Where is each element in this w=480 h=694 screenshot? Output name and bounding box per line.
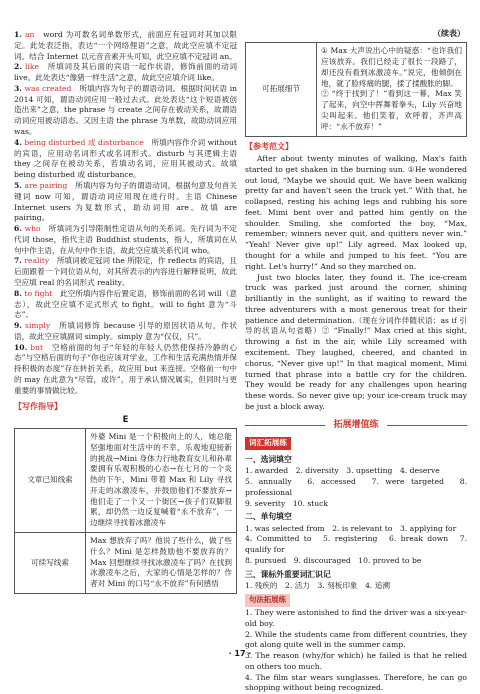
answer-line: 5. annually 6. accessed 7. were targeted 8. professional: [245, 477, 467, 497]
sample-paragraph: [245, 154, 467, 273]
explanation-paragraph: [14, 30, 237, 62]
row-value: ① Max 大声说出心中的疑惑：“也许我们应该放弃。我们已经走了很长一段路了，却还没有看到冰激凌车。”说完，他倾倒在地，就了脸疼痛的腿，揉了揉酸胀的脚。 ② “终于找到了！”看到这一幕，Max 笑了起来，向空中挥舞着拳头，Lily 兴奋地尖叫起来。他们笑着，欢呼着，齐声高呼：“永不放弃！”: [317, 43, 467, 136]
answer-line: 1. was selected from 2. is relevant to 3. applying for: [245, 523, 457, 533]
answer-key: was created: [24, 83, 72, 93]
answer-line: 4. The film star wears sunglasses. Therefore, he can go shopping without being recognized.: [245, 672, 467, 693]
writing-guide-table: [14, 428, 237, 594]
page-number: · 17 ·: [228, 649, 252, 658]
answer-key: simply: [25, 321, 51, 331]
explanation-text: 所填词修饰 because 引导的原因状语从句，作状语，故此空应填副词 simply。simply 意为“仅仅，只”。: [14, 321, 237, 341]
table-row: [15, 428, 237, 532]
answer-line: 1. 残疾的 2. 活力 3. 刻板印象 4. 追溯: [245, 580, 390, 590]
extension-band-title: 拓展增值练: [325, 420, 386, 430]
answer-line: 2. While the students came from different countries, they got along quite well in the summer camp.: [245, 629, 467, 650]
explanation-text: 所填词及其后面的宾语一起作状语，修饰前面的动词 live。此处表达“像猪一样生活”之意，故此空应填介词 like。: [14, 62, 238, 83]
answer-line: 4. Committed to 5. registering 6. break down 7. qualify for: [245, 534, 467, 555]
answer-key: like: [25, 62, 39, 72]
item-number: 6.: [14, 224, 22, 234]
explanation-text: 所填词被定冠词 the 所限定，作 reflects 的宾语，且后面跟着一个同位语从句，对其所表示的内容进行解释说明，故此空应填 real 的名词形式 reality。: [14, 256, 237, 287]
answer-key: who: [24, 224, 41, 234]
explanation-text: 此空所填内容作后置定语，修饰前面的名词 will（意志），故此空应填不定式形式 to fight。will to fight 意为“斗志”。: [14, 288, 238, 320]
item-number: 5.: [14, 180, 22, 190]
explanation-paragraph: [14, 343, 237, 397]
row-value: 外婆 Mini 是一个积极向上的人，她总能坚强地面对生活中的不幸，乐观地迎接新的挑战→Mini 身体力行地教育女儿和孙辈要拥有乐观积极的心态→在七月的一个炎热的下午，Mini 带着 Max 和 Lily 寻找开走的冰激凌车，并鼓励他们不要放弃→他们走了一个又一个街区→孩子们双脚很累，却仍然一边反复喊着“永不放弃”，一边继续寻找着冰激凌车: [86, 428, 237, 532]
answer-line: 9. severity 10. stuck: [245, 498, 329, 508]
item-number: 10.: [14, 342, 28, 352]
explanation-paragraph: [14, 289, 237, 321]
vocab-sub-title-1: 一、选词填空: [245, 455, 292, 465]
table-row: [15, 533, 237, 594]
row-key: 可拓展细节: [246, 43, 317, 136]
item-number: 4.: [14, 137, 22, 147]
extension-detail-table: [245, 42, 467, 136]
explanation-text: 所填内容为句子的谓语动词，根据句意及句首关键词 now 可知，谓语动词应用现在进行时。主语 Chinese Internet users 为复数形式，助动词用 are。故填 are pairing。: [14, 180, 238, 223]
item-number: 9.: [14, 321, 22, 331]
item-number: 1.: [14, 30, 22, 39]
table-row: [246, 43, 467, 136]
sample-essay-header: 【参考范文】: [245, 141, 293, 151]
section-letter: E: [122, 414, 129, 425]
vocab-sub-title-2: 二、单句填空: [245, 512, 292, 522]
answer-line: 3. The reason (why/for which) he failed is that he relied on others too much.: [245, 651, 467, 671]
extension-band: [245, 419, 467, 432]
explanation-text: 所填词为引导限制性定语从句的关系词。先行词为不定代词 those，指代主语 Buddhist students，指人，所填词在从句中作主语，在从句中作主语，故此空应填关系代词 who。: [14, 224, 238, 255]
explanation-text: word 为可数名词单数形式，前面应有冠词对其加以限定。此处表泛指，表达“一个网络俚语”之意，故此空应填不定冠词。结合 Internet 以元音音素开头可知，此空应填不定冠词 an。: [14, 30, 237, 61]
explanation-paragraph: [14, 181, 237, 224]
answer-line: 8. pursued 9. discouraged 10. proved to be: [245, 555, 422, 565]
explanation-paragraph: [14, 62, 237, 84]
row-value: Max 想放弃了吗？他说了些什么，做了些什么？Mini 是怎样鼓励他不要放弃的？Max 回想继续寻找冰激凌车了吗？在找到冰激凌车之后，大家的心情是怎样的？作者对 Mini 的口号“永不放弃”有何感悟: [86, 533, 237, 594]
left-column: [14, 30, 237, 594]
answer-key: are pairing: [24, 180, 68, 190]
item-number: 8.: [14, 288, 22, 298]
item-number: 2.: [14, 62, 22, 72]
vocab-sub-title-3: 三、课标外重要词汇识记: [245, 569, 331, 579]
sentence-practice-label: 句法拓展练: [245, 594, 290, 607]
explanation-text: 空格前面的句子“年轻的年轻人仍然使保持冷静的心态”与空格后面的句子“你也应该对学业，工作和生活充满热情并保持积极的态度”存在转折关系，故应用 but 来连接。空格前一句中的 may 在此意为“尽管，或许”，用于承认情况属实，但同时与更重要的事情做比较。: [14, 342, 237, 395]
explanation-paragraph: [14, 321, 237, 343]
row-key: 文章已知线索: [15, 428, 86, 532]
sample-paragraph-2: Just two blocks later, they found it. The ice-cream truck was parked just around the corner, shining brilliantly in the sunlight, as if waiting to reward the three adventurers with a most generous treat for their patience and determination.（现在分词作伴随状语；as if 引导的状语从句省略）② “Finally!” Max cried at this sight, throwing a fist in the air, while Lily screamed with excitement. They laughed, cheered, and chanted in chorus, “Never give up!” In that magical moment, Mimi turned that phrase into a battle cry for the children. They would be ready for any challenges upon hearing these words. So never give up; your ice-cream truck may be just a block away.: [245, 272, 467, 411]
sample-paragraph: [245, 273, 467, 413]
answer-key: but: [30, 342, 44, 352]
explanation-paragraph: [14, 256, 237, 288]
explanation-paragraph: [14, 84, 237, 138]
answer-key: reality: [24, 256, 50, 266]
vocab-practice-label: 词汇拓展练: [245, 437, 291, 450]
answer-line: 1. awarded 2. diversity 3. upsetting 4. deserve: [245, 466, 440, 476]
continued-label: （续表）: [433, 29, 465, 38]
answer-explanations: [14, 30, 237, 397]
answer-key: an: [24, 30, 35, 39]
explanation-text: 所填内容为句子的谓语动词。根据时间状语 in 2014 可知，谓语动词应用一般过去式。此处表达“这个短语被创造出来”之意，the phrase 与 create 之间存在被动关系，故谓语动词应用被动语态。又因主语 the phrase 为单数，故助动词应用 was。: [14, 83, 238, 137]
explanation-paragraph: [14, 138, 237, 181]
item-number: 3.: [14, 83, 22, 93]
answer-key: being disturbed 或 disturbance: [24, 137, 144, 147]
explanation-text: 所填内容作介词 without 的宾语，应用动名词形式或名词形式。disturb 与其逻辑主语 they 之间存在被动关系，若填动名词，应用其被动式。故填 being disturbed 或 disturbance。: [14, 137, 237, 180]
sample-paragraph-1: After about twenty minutes of walking, Max's faith started to get shaken in the burning sun. ①He wondered out loud, “Maybe we should quit. We have been walking pretty far and haven't seen the truck yet.” With that, he collapsed, resting his aching legs and rubbing his sore feet. Mimi bent over and patted him gently on the shoulder. Smiling, she comforted the boy, “Max, remember; winners never quit, and quitters never win.” “Yeah! Never give up!” Lily agreed. Max looked up, thought for a while and jumped to his feet. “You are right. Let's hurry!” And so they marched on.: [245, 153, 467, 271]
row-key: 可续写线索: [15, 533, 86, 594]
writing-guide-header: 【写作指导】: [14, 401, 62, 411]
explanation-paragraph: [14, 224, 237, 256]
item-number: 7.: [14, 256, 22, 266]
right-column: [245, 30, 467, 694]
answer-key: to fight: [24, 288, 53, 298]
answer-line: 1. They were astonished to find the driver was a six-year-old boy.: [245, 608, 467, 628]
